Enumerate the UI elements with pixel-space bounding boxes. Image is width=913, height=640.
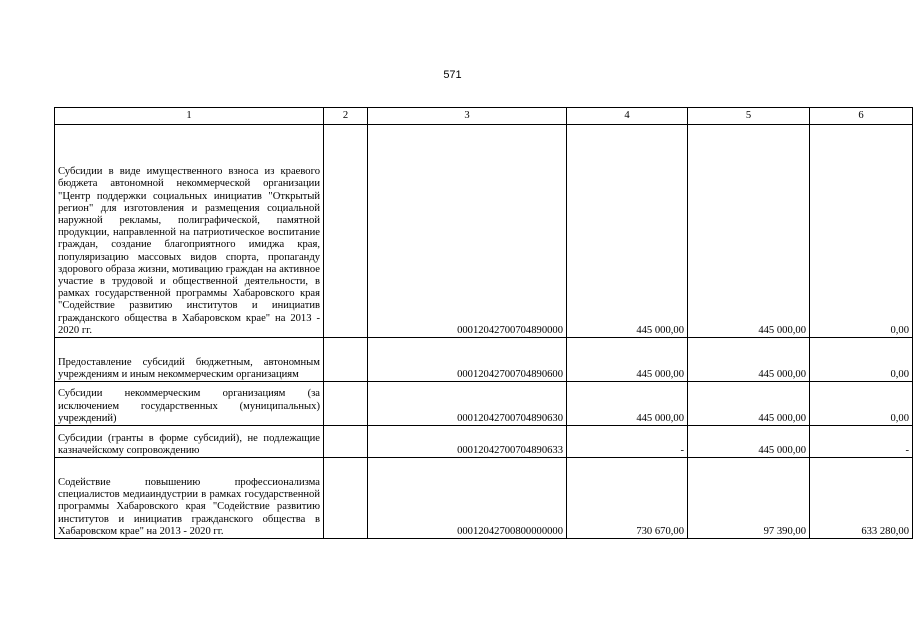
row-name: Субсидии в виде имущественного взноса из краевого бюджета автономной некоммерческой организации "Центр поддержки социальных инициатив "Открытый регион" для изготовления и размещения социальной наружной рекламы, полиграфической, памятной продукции, направленной на патриотическое воспитание граждан, создание благоприятного имиджа края, популяризацию массовых видов спорта, пропаганду здорового образа жизни, мотивацию граждан на активное участие в трудовой и общественной деятельности, в рамках государственной программы Хабаровского края "Содействие развитию институтов и инициатив гражданского общества в Хабаровском крае" на 2013 - 2020 гг. (55, 125, 324, 338)
row-col5: 445 000,00 (688, 125, 810, 338)
row-col4: 730 670,00 (567, 458, 688, 539)
row-col4: - (567, 426, 688, 458)
budget-table (54, 107, 913, 539)
row-code: 00012042700704890600 (368, 338, 567, 382)
row-code: 00012042700800000000 (368, 458, 567, 539)
row-col2 (324, 338, 368, 382)
table-row (55, 458, 913, 539)
row-code: 00012042700704890630 (368, 382, 567, 426)
row-col6: 633 280,00 (810, 458, 913, 539)
row-col2 (324, 458, 368, 539)
row-code: 00012042700704890000 (368, 125, 567, 338)
row-name: Предоставление субсидий бюджетным, автономным учреждениям и иным некоммерческим организациям (55, 338, 324, 382)
row-name: Субсидии некоммерческим организациям (за исключением государственных (муниципальных) учреждений) (55, 382, 324, 426)
column-header-6: 6 (810, 108, 913, 125)
row-col2 (324, 125, 368, 338)
column-header-5: 5 (688, 108, 810, 125)
row-col4: 445 000,00 (567, 382, 688, 426)
row-col6: 0,00 (810, 338, 913, 382)
row-col2 (324, 382, 368, 426)
table-row (55, 426, 913, 458)
column-header-3: 3 (368, 108, 567, 125)
table-row (55, 338, 913, 382)
row-col5: 445 000,00 (688, 426, 810, 458)
row-col6: - (810, 426, 913, 458)
table-row (55, 125, 913, 338)
row-col5: 445 000,00 (688, 382, 810, 426)
column-header-2: 2 (324, 108, 368, 125)
row-name: Содействие повышению профессионализма специалистов медиаиндустрии в рамках государственной программы Хабаровского края "Содействие развитию институтов и инициатив гражданского общества в Хабаровском крае" на 2013 - 2020 гг. (55, 458, 324, 539)
row-col6: 0,00 (810, 125, 913, 338)
row-col5: 445 000,00 (688, 338, 810, 382)
row-col2 (324, 426, 368, 458)
page-number: 571 (443, 69, 462, 81)
row-col6: 0,00 (810, 382, 913, 426)
column-header-1: 1 (55, 108, 324, 125)
table-row (55, 382, 913, 426)
row-code: 00012042700704890633 (368, 426, 567, 458)
column-header-4: 4 (567, 108, 688, 125)
row-col5: 97 390,00 (688, 458, 810, 539)
row-col4: 445 000,00 (567, 338, 688, 382)
row-col4: 445 000,00 (567, 125, 688, 338)
table-header-row (55, 108, 913, 125)
row-name: Субсидии (гранты в форме субсидий), не подлежащие казначейскому сопровождению (55, 426, 324, 458)
